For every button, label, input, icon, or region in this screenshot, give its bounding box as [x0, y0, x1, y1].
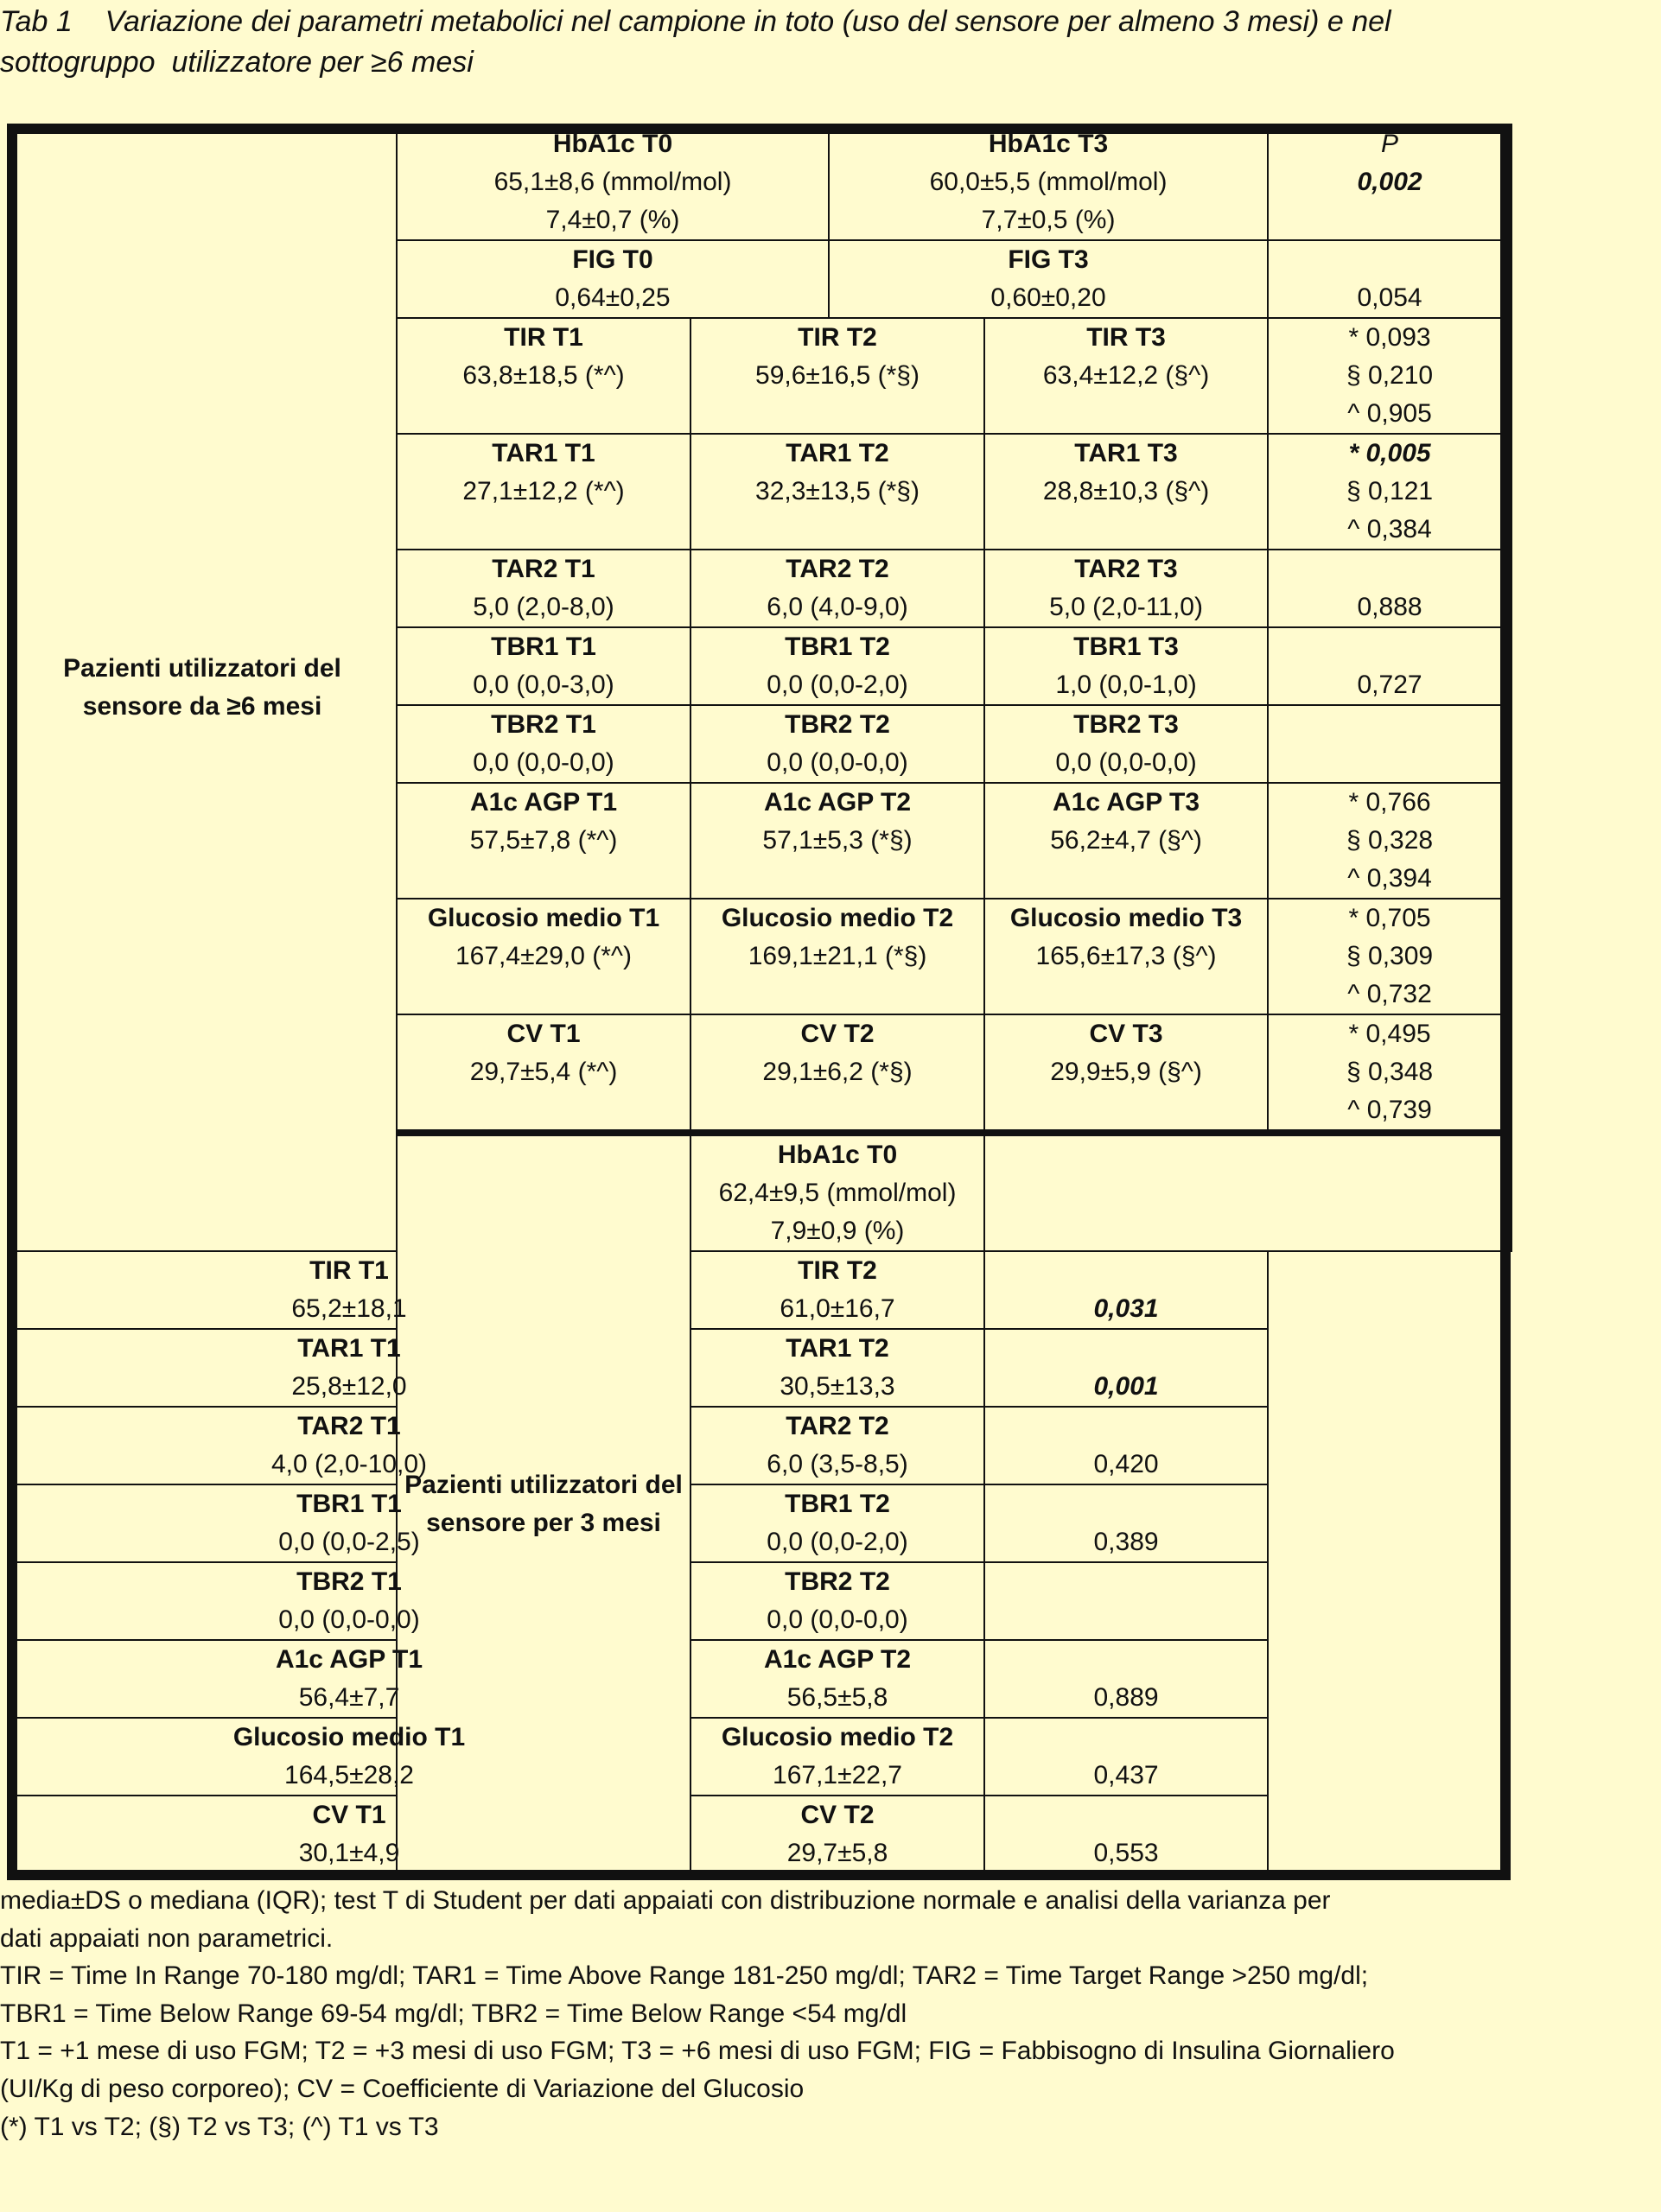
- measure-title: TAR2 T2: [786, 1412, 889, 1440]
- hba1c-t3-title: HbA1c T3: [988, 130, 1109, 158]
- results-table: [7, 124, 1511, 1880]
- measure-value: 167,4±29,0 (*^): [455, 942, 632, 970]
- measure-title: TAR1 T1: [492, 439, 595, 467]
- measure-title: Glucosio medio T1: [232, 1723, 466, 1751]
- measure-cell-c3: [984, 783, 1268, 899]
- hba1c-t0-cell: [397, 124, 829, 240]
- measure-title: TBR2 T2: [785, 1567, 890, 1596]
- p-value-cell: [984, 1796, 1268, 1873]
- measure-cell-c2: [690, 1014, 984, 1133]
- measure-value: 164,5±28,2: [284, 1761, 414, 1789]
- empty-cell: [984, 1133, 1511, 1251]
- measure-cell-c2: [690, 434, 984, 550]
- p-value: [1272, 706, 1507, 744]
- footnote-line: (*) T1 vs T2; (§) T2 vs T3; (^) T1 vs T3: [0, 2112, 439, 2141]
- measure-cell-t2: [690, 1718, 984, 1796]
- p-value: * 0,705: [1348, 904, 1431, 932]
- measure-cell-c1: [397, 550, 690, 627]
- measure-title: Glucosio medio T1: [427, 904, 660, 932]
- p-value: * 0,005: [1348, 439, 1431, 467]
- measure-title: TBR2 T2: [785, 710, 890, 739]
- fig-t3-cell: [829, 240, 1268, 318]
- measure-cell-c3: [984, 899, 1268, 1014]
- measure-title: A1c AGP T1: [275, 1645, 423, 1674]
- p-value-cell: [984, 1562, 1268, 1640]
- table-row: [8, 1718, 1511, 1796]
- measure-value: 0,0 (0,0-2,0): [767, 671, 908, 699]
- p-value-cell: [984, 1329, 1268, 1407]
- p-value: ^ 0,905: [1347, 399, 1432, 428]
- measure-value: 1,0 (0,0-1,0): [1055, 671, 1197, 699]
- p-value: [1272, 550, 1507, 588]
- p-value: 0,031: [1093, 1294, 1159, 1323]
- measure-title: TBR1 T3: [1073, 632, 1179, 661]
- measure-value: 32,3±13,5 (*§): [755, 477, 920, 505]
- measure-value: 4,0 (2,0-10,0): [270, 1450, 428, 1478]
- measure-title: TBR2 T3: [1073, 710, 1179, 739]
- measure-value: 25,8±12,0: [291, 1372, 407, 1401]
- group-label-line-2: sensore da ≥6 mesi: [82, 692, 322, 721]
- measure-cell-c3: [984, 550, 1268, 627]
- group-label-line-1: Pazienti utilizzatori del: [404, 1471, 683, 1499]
- measure-title: CV T3: [1089, 1020, 1163, 1048]
- measure-title: TAR2 T2: [786, 555, 889, 583]
- measure-value: 29,9±5,9 (§^): [1050, 1058, 1202, 1086]
- table-row: [8, 1562, 1511, 1640]
- measure-cell-c1: [397, 318, 690, 434]
- measure-value: 0,0 (0,0-0,0): [473, 748, 614, 777]
- measure-value: 56,5±5,8: [786, 1683, 888, 1712]
- caption-line-2: sottogruppo utilizzatore per ≥6 mesi: [0, 46, 474, 79]
- p-value: * 0,495: [1348, 1020, 1431, 1048]
- measure-title: TBR1 T1: [296, 1490, 402, 1518]
- p-value: 0,437: [1093, 1761, 1159, 1789]
- p-value: § 0,328: [1346, 826, 1434, 855]
- measure-title: Glucosio medio T2: [721, 904, 954, 932]
- p-value-cell: [984, 1640, 1268, 1718]
- measure-cell-t1: [8, 1251, 690, 1329]
- p-value: 0,553: [1093, 1839, 1159, 1867]
- p-value-cell: [984, 1407, 1268, 1484]
- measure-title: TBR2 T1: [296, 1567, 402, 1596]
- footnote-line: T1 = +1 mese di uso FGM; T2 = +3 mesi di uso FGM; T3 = +6 mesi di uso FGM; FIG = Fabbisogno di Insulina Giornaliero: [0, 2037, 1395, 2066]
- p-value-cell: [1268, 783, 1511, 899]
- measure-cell-t2: [690, 1562, 984, 1640]
- p-value: ^ 0,384: [1347, 515, 1432, 543]
- measure-title: TIR T2: [798, 323, 877, 352]
- measure-value: 0,0 (0,0-0,0): [1055, 748, 1197, 777]
- p-value-cell: [1268, 318, 1511, 434]
- measure-value: 30,1±4,9: [298, 1839, 400, 1867]
- measure-title: TBR1 T2: [785, 632, 890, 661]
- measure-cell-t2: [690, 1796, 984, 1873]
- table-footnotes: [0, 1882, 1661, 2145]
- measure-value: 0,0 (0,0-3,0): [473, 671, 614, 699]
- p-value: § 0,348: [1346, 1058, 1434, 1086]
- table-row: [8, 1796, 1511, 1873]
- measure-cell-c3: [984, 1014, 1268, 1133]
- p-value: ^ 0,732: [1347, 980, 1432, 1008]
- measure-title: CV T1: [312, 1801, 386, 1829]
- p-value-cell: [1268, 627, 1511, 705]
- hba1c-p-value: 0,002: [1357, 168, 1422, 196]
- measure-cell-c2: [690, 550, 984, 627]
- measure-cell-t1: [8, 1796, 690, 1873]
- measure-cell-c2: [690, 705, 984, 783]
- measure-cell-t2: [690, 1640, 984, 1718]
- p-value: § 0,121: [1346, 477, 1434, 505]
- measure-title: TAR1 T1: [297, 1334, 401, 1363]
- p-value-cell: [1268, 550, 1511, 627]
- measure-cell-c2: [690, 783, 984, 899]
- fig-t3-title: FIG T3: [1008, 245, 1089, 274]
- footnote-line: dati appaiati non parametrici.: [0, 1923, 334, 1953]
- measure-value: 56,2±4,7 (§^): [1050, 826, 1202, 855]
- measure-value: 5,0 (2,0-8,0): [473, 593, 614, 621]
- p-value: 0,001: [1093, 1372, 1159, 1401]
- measure-cell-t2: [690, 1407, 984, 1484]
- measure-value: 61,0±16,7: [780, 1294, 895, 1323]
- fig-t3-value: 0,60±0,20: [990, 283, 1106, 312]
- group-label-line-1: Pazienti utilizzatori del: [63, 654, 341, 683]
- measure-cell-c2: [690, 318, 984, 434]
- p-value: § 0,309: [1346, 942, 1434, 970]
- measure-title: TBR1 T1: [491, 632, 596, 661]
- measure-cell-c2: [690, 899, 984, 1014]
- p-value-cell: [984, 1484, 1268, 1562]
- measure-title: TBR1 T2: [785, 1490, 890, 1518]
- measure-title: TIR T1: [309, 1256, 389, 1285]
- measure-value: 27,1±12,2 (*^): [462, 477, 625, 505]
- hba1c-t0-mmol: 62,4±9,5 (mmol/mol): [718, 1179, 957, 1207]
- hba1c-t0-title: HbA1c T0: [777, 1141, 898, 1169]
- p-header: P: [1381, 130, 1399, 158]
- hba1c-t3-cell: [829, 124, 1268, 240]
- p-value: 0,420: [1093, 1450, 1159, 1478]
- measure-title: TAR1 T2: [786, 1334, 889, 1363]
- fig-t0-cell: [397, 240, 829, 318]
- p-value-cell: [1268, 899, 1511, 1014]
- measure-title: CV T1: [506, 1020, 581, 1048]
- measure-title: TIR T1: [504, 323, 583, 352]
- group-label-line-2: sensore per 3 mesi: [426, 1509, 661, 1537]
- measure-value: 0,0 (0,0-2,5): [278, 1528, 420, 1556]
- fig-p-value: 0,054: [1357, 283, 1422, 312]
- measure-cell-t1: [8, 1329, 690, 1407]
- p-value-cell: [984, 1718, 1268, 1796]
- footnote-line: (UI/Kg di peso corporeo); CV = Coefficiente di Variazione del Glucosio: [0, 2074, 805, 2103]
- measure-value: 57,5±7,8 (*^): [469, 826, 618, 855]
- measure-cell-t2: [690, 1329, 984, 1407]
- measure-title: TIR T3: [1086, 323, 1166, 352]
- table-row: [8, 1329, 1511, 1407]
- hba1c-t3-mmol: 60,0±5,5 (mmol/mol): [929, 168, 1168, 196]
- p-value-cell: [1268, 1014, 1511, 1133]
- measure-value: 167,1±22,7: [773, 1761, 902, 1789]
- table-caption: [0, 2, 1661, 83]
- measure-cell-c3: [984, 705, 1268, 783]
- measure-title: CV T2: [800, 1020, 875, 1048]
- measure-title: A1c AGP T2: [763, 1645, 912, 1674]
- p-value: ^ 0,739: [1347, 1096, 1432, 1124]
- measure-cell-c3: [984, 434, 1268, 550]
- measure-value: 63,8±18,5 (*^): [462, 361, 625, 390]
- hba1c-p-cell: [1268, 124, 1511, 240]
- measure-value: 0,0 (0,0-0,0): [767, 748, 908, 777]
- measure-value: 30,5±13,3: [780, 1372, 895, 1401]
- measure-value: 29,7±5,4 (*^): [469, 1058, 618, 1086]
- measure-value: 59,6±16,5 (*§): [755, 361, 920, 390]
- fig-p-cell: [1268, 240, 1511, 318]
- measure-title: TAR2 T1: [492, 555, 595, 583]
- measure-value: 28,8±10,3 (§^): [1042, 477, 1210, 505]
- p-value: 0,889: [1093, 1683, 1159, 1712]
- measure-title: TIR T2: [798, 1256, 877, 1285]
- metabolic-parameters-table: [7, 124, 1512, 1874]
- measure-cell-t2: [690, 1484, 984, 1562]
- hba1c-t0-mmol: 65,1±8,6 (mmol/mol): [493, 168, 732, 196]
- measure-cell-t1: [8, 1640, 690, 1718]
- hba1c-t0-percent: 7,9±0,9 (%): [770, 1217, 905, 1245]
- measure-title: TAR2 T3: [1074, 555, 1178, 583]
- measure-value: 0,0 (0,0-2,0): [767, 1528, 908, 1556]
- fig-t0-value: 0,64±0,25: [555, 283, 671, 312]
- hba1c-t3-percent: 7,7±0,5 (%): [981, 206, 1116, 234]
- measure-cell-c1: [397, 783, 690, 899]
- measure-cell-c1: [397, 1014, 690, 1133]
- measure-value: 29,7±5,8: [786, 1839, 888, 1867]
- footnote-line: TBR1 = Time Below Range 69-54 mg/dl; TBR2 = Time Below Range <54 mg/dl: [0, 1999, 907, 2028]
- measure-value: 6,0 (3,5-8,5): [767, 1450, 908, 1478]
- hba1c-t0-percent: 7,4±0,7 (%): [545, 206, 680, 234]
- p-value: 0,727: [1357, 671, 1422, 699]
- table-row: [8, 1251, 1511, 1329]
- measure-value: 165,6±17,3 (§^): [1035, 942, 1217, 970]
- measure-value: 6,0 (4,0-9,0): [767, 593, 908, 621]
- measure-cell-c3: [984, 318, 1268, 434]
- measure-title: A1c AGP T1: [469, 788, 618, 817]
- measure-title: A1c AGP T3: [1052, 788, 1200, 817]
- p-value: [1272, 744, 1507, 782]
- footnote-line: media±DS o mediana (IQR); test T di Student per dati appaiati con distribuzione normale e analisi della varianza per: [0, 1886, 1331, 1915]
- measure-cell-c1: [397, 899, 690, 1014]
- measure-value: 56,4±7,7: [298, 1683, 400, 1712]
- measure-value: 29,1±6,2 (*§): [762, 1058, 913, 1086]
- group-label-6-months: [8, 124, 397, 1251]
- measure-cell-c3: [984, 627, 1268, 705]
- measure-title: TBR2 T1: [491, 710, 596, 739]
- table-row: [8, 1407, 1511, 1484]
- measure-title: CV T2: [800, 1801, 875, 1829]
- p-value: 0,888: [1357, 593, 1422, 621]
- measure-cell-t2: [690, 1251, 984, 1329]
- measure-title: Glucosio medio T2: [721, 1723, 954, 1751]
- p-value-cell: [1268, 705, 1511, 783]
- measure-value: 57,1±5,3 (*§): [762, 826, 913, 855]
- measure-cell-c1: [397, 627, 690, 705]
- measure-cell-c1: [397, 434, 690, 550]
- measure-cell-t1: [8, 1718, 690, 1796]
- measure-cell-c1: [397, 705, 690, 783]
- p-value-cell: [1268, 434, 1511, 550]
- measure-title: TAR1 T2: [786, 439, 889, 467]
- p-value: [1272, 628, 1507, 666]
- measure-title: Glucosio medio T3: [1009, 904, 1243, 932]
- measure-cell-t1: [8, 1562, 690, 1640]
- p-value: § 0,210: [1346, 361, 1434, 390]
- measure-title: TAR2 T1: [297, 1412, 401, 1440]
- p-value-cell: [984, 1251, 1268, 1329]
- hba1c-t0-cell-3m: [690, 1133, 984, 1251]
- table-row: [8, 1484, 1511, 1562]
- footnote-line: TIR = Time In Range 70-180 mg/dl; TAR1 = Time Above Range 181-250 mg/dl; TAR2 = Time Target Range >250 mg/dl;: [0, 1961, 1369, 1991]
- p-value: 0,389: [1093, 1528, 1159, 1556]
- measure-value: 169,1±21,1 (*§): [748, 942, 927, 970]
- measure-value: 5,0 (2,0-11,0): [1049, 593, 1203, 621]
- caption-line-1: Tab 1 Variazione dei parametri metabolici nel campione in toto (uso del sensore per almeno 3 mesi) e nel: [0, 5, 1391, 38]
- p-value: * 0,766: [1348, 788, 1431, 817]
- measure-value: 63,4±12,2 (§^): [1042, 361, 1210, 390]
- table-row: [8, 1640, 1511, 1718]
- measure-cell-c2: [690, 627, 984, 705]
- measure-title: TAR1 T3: [1074, 439, 1178, 467]
- hba1c-t0-title: HbA1c T0: [552, 130, 673, 158]
- p-value: * 0,093: [1348, 323, 1431, 352]
- measure-value: 65,2±18,1: [291, 1294, 407, 1323]
- measure-value: 0,0 (0,0-0,0): [278, 1605, 420, 1634]
- fig-t0-title: FIG T0: [572, 245, 653, 274]
- measure-title: A1c AGP T2: [763, 788, 912, 817]
- measure-value: 0,0 (0,0-0,0): [767, 1605, 908, 1634]
- p-value: ^ 0,394: [1347, 864, 1432, 893]
